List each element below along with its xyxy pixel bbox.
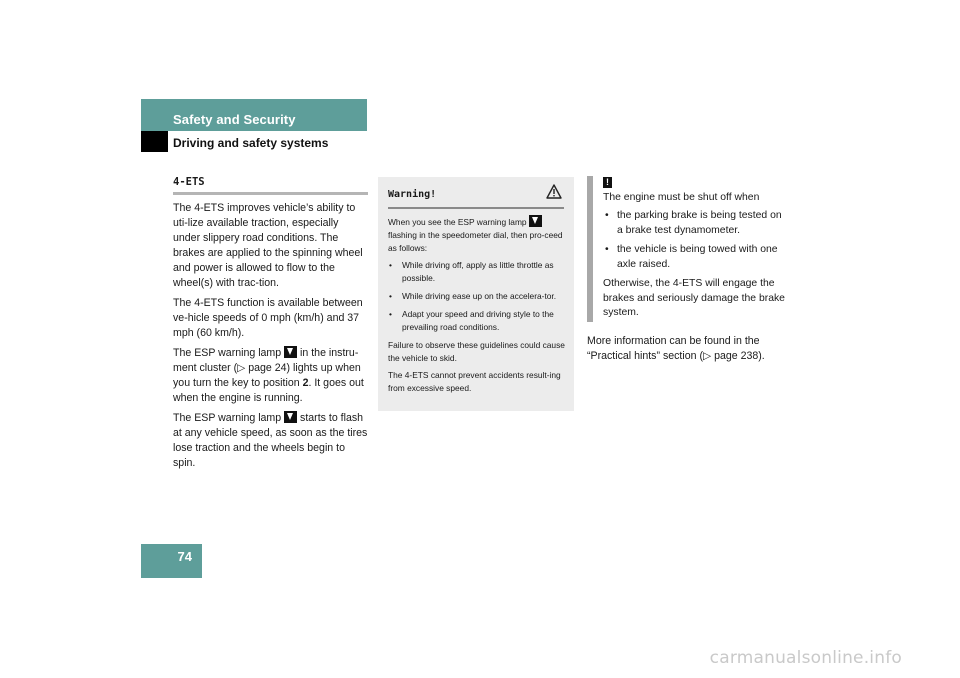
list-item: • While driving off, apply as little throttle as possible.: [388, 259, 566, 285]
list-item: • the parking brake is being tested on a brake test dynamometer.: [603, 209, 785, 238]
note-intro: The engine must be shut off when: [603, 191, 760, 203]
warning-header: [388, 187, 564, 209]
esp-warning-lamp-icon: [529, 215, 542, 227]
section-title: Safety and Security: [173, 112, 296, 127]
note-box: [587, 176, 789, 322]
warning-title: Warning!: [388, 189, 437, 200]
warning-body: [388, 215, 566, 399]
warning-limit-text: The 4-ETS cannot prevent accidents result-ing from excessive speed.: [388, 370, 561, 393]
paragraph: The 4-ETS improves vehicle’s ability to uti-lize available traction, especially under slippery road conditions. The brakes are applied to the spinning wheel and power is allowed to flow to the wheel(s) with trac-tion.: [173, 202, 363, 289]
note-list: [603, 209, 785, 272]
page-number-box: [141, 544, 202, 578]
warning-failure-text: Failure to observe these guidelines could cause the vehicle to skid.: [388, 340, 565, 363]
subsection-title: Driving and safety systems: [173, 136, 329, 150]
paragraph: The 4-ETS function is available between ve-hicle speeds of 0 mph (km/h) and 37 mph (60 km/h).: [173, 297, 363, 339]
subsection-marker: [141, 131, 168, 152]
note-outro: Otherwise, the 4-ETS will engage the brakes and seriously damage the brake system.: [603, 278, 785, 318]
list-item: • Adapt your speed and driving style to the prevailing road conditions.: [388, 308, 566, 334]
paragraph: The ESP warning lamp in the instru-ment cluster (▷ page 24) lights up when you turn the key to position 2. It goes out when the engine is running.: [173, 347, 364, 404]
exclamation-icon: !: [603, 177, 612, 188]
esp-warning-lamp-icon: [284, 346, 297, 358]
topic-heading: 4-ETS: [173, 175, 368, 195]
main-text-column: [173, 175, 368, 476]
warning-triangle-icon: [546, 184, 562, 199]
key-position: 2: [302, 377, 309, 389]
section-header-tab: [141, 99, 168, 131]
warning-box: [378, 177, 574, 411]
more-info-text: More information can be found in the “Practical hints” section (▷ page 238).: [587, 335, 765, 362]
list-item: • the vehicle is being towed with one axle raised.: [603, 243, 785, 272]
note-body: [603, 176, 785, 325]
paragraph: The ESP warning lamp starts to flash at any vehicle speed, as soon as the tires lose traction and the wheels begin to spin.: [173, 412, 368, 469]
list-item: • While driving ease up on the accelera-tor.: [388, 290, 566, 303]
footer-watermark: carmanualsonline.info: [709, 648, 902, 668]
page-number: 74: [177, 549, 192, 564]
warning-intro: When you see the ESP warning lamp flashing in the speedometer dial, then pro-ceed as follows:: [388, 217, 563, 253]
esp-warning-lamp-icon: [284, 411, 297, 423]
warning-list: [388, 259, 566, 334]
